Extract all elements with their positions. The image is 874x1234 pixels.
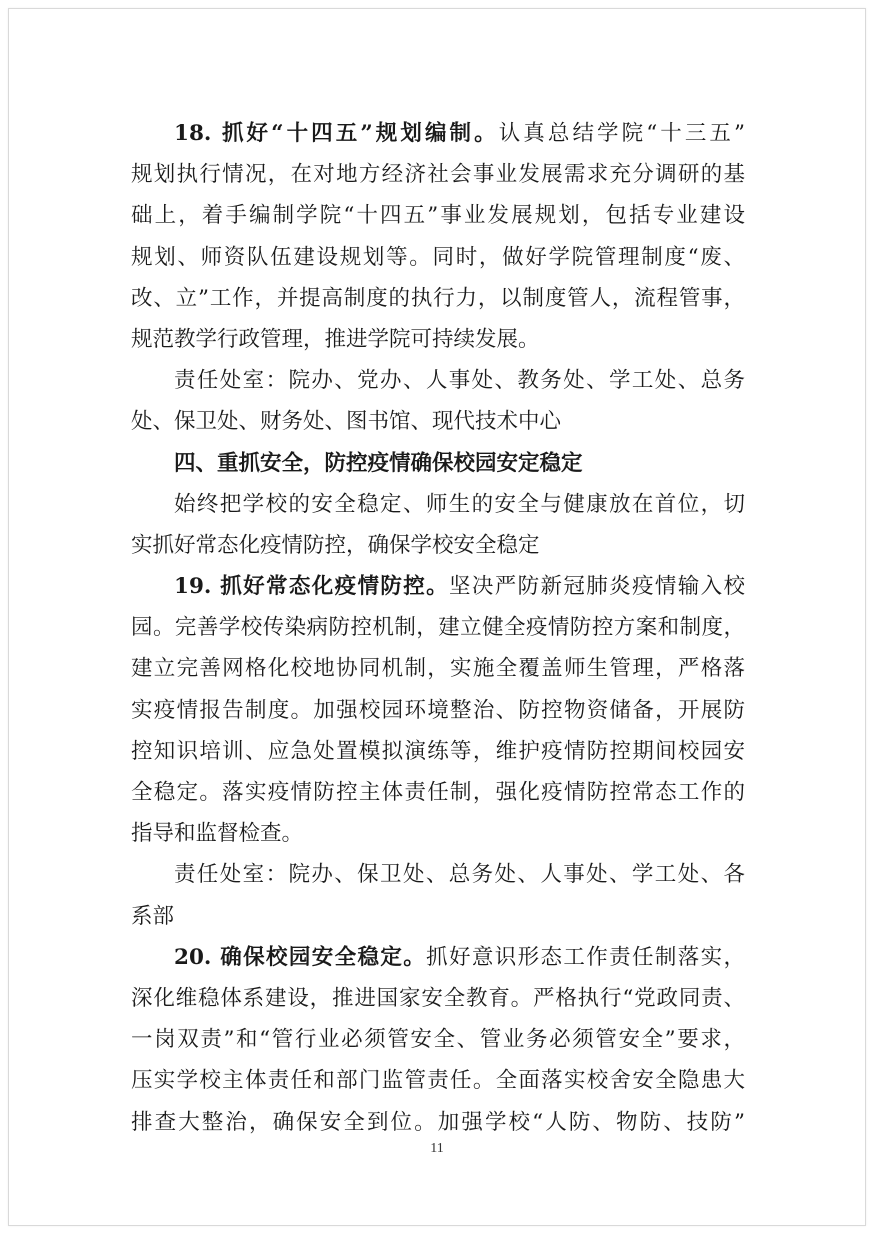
- section-4-intro-line-1: 始终把学校的安全稳定、师生的安全与健康放在首位，切: [174, 491, 745, 517]
- item-20-title: 20. 确保校园安全稳定。: [174, 944, 427, 970]
- item-20-line-1: 20. 确保校园安全稳定。抓好意识形态工作责任制落实，: [174, 944, 745, 970]
- section-4-heading: 四、重抓安全，防控疫情确保校园安定稳定: [174, 450, 583, 476]
- item-18-line-6: 规范教学行政管理，推进学院可持续发展。: [131, 326, 540, 352]
- item-20-line-2: 深化维稳体系建设，推进国家安全教育。严格执行“党政同责、: [131, 985, 745, 1011]
- item-19-line-1: 19. 抓好常态化疫情防控。坚决严防新冠肺炎疫情输入校: [174, 574, 745, 600]
- item-19-responsible-line-2: 系部: [131, 903, 175, 929]
- item-18-responsible-line-2: 处、保卫处、财务处、图书馆、现代技术中心: [131, 409, 562, 435]
- item-19-line-2: 园。完善学校传染病防控机制，建立健全疫情防控方案和制度，: [131, 615, 745, 641]
- item-19-line-7: 指导和监督检查。: [131, 821, 304, 847]
- item-18-title: 18. 抓好“十四五”规划编制。: [174, 121, 499, 146]
- item-18-responsible-line-1: 责任处室：院办、党办、人事处、教务处、学工处、总务: [174, 368, 745, 394]
- item-18-line-4: 规划、师资队伍建设规划等。同时，做好学院管理制度“废、: [131, 244, 745, 270]
- document-body: [131, 113, 745, 1143]
- item-19-line-3: 建立完善网格化校地协同机制，实施全覆盖师生管理，严格落: [131, 656, 745, 682]
- item-20-line-4: 压实学校主体责任和部门监管责任。全面落实校舍安全隐患大: [131, 1068, 745, 1094]
- item-19-line-5: 控知识培训、应急处置模拟演练等，维护疫情防控期间校园安: [131, 738, 745, 764]
- item-19-line-6: 全稳定。落实疫情防控主体责任制，强化疫情防控常态工作的: [131, 780, 745, 805]
- section-4-intro-line-2: 实抓好常态化疫情防控，确保学校安全稳定: [131, 532, 540, 558]
- item-20-line-3: 一岗双责”和“管行业必须管安全、管业务必须管安全”要求，: [131, 1027, 745, 1053]
- item-20-line-5: 排查大整治，确保安全到位。加强学校“人防、物防、技防”: [131, 1109, 745, 1135]
- item-19-responsible-line-1: 责任处室：院办、保卫处、总务处、人事处、学工处、各: [174, 862, 745, 888]
- page-number: 11: [430, 1141, 444, 1156]
- item-18-line-3: 础上，着手编制学院“十四五”事业发展规划，包括专业建设: [131, 203, 745, 229]
- item-18-line-1: 18. 抓好“十四五”规划编制。认真总结学院“十三五”: [174, 121, 746, 146]
- item-18-line-2: 规划执行情况，在对地方经济社会事业发展需求充分调研的基: [131, 162, 745, 188]
- item-18-line-5: 改、立”工作，并提高制度的执行力，以制度管人，流程管事，: [131, 285, 745, 311]
- item-19-line-4: 实疫情报告制度。加强校园环境整治、防控物资储备，开展防: [131, 697, 745, 723]
- item-19-title: 19. 抓好常态化疫情防控。: [174, 574, 449, 600]
